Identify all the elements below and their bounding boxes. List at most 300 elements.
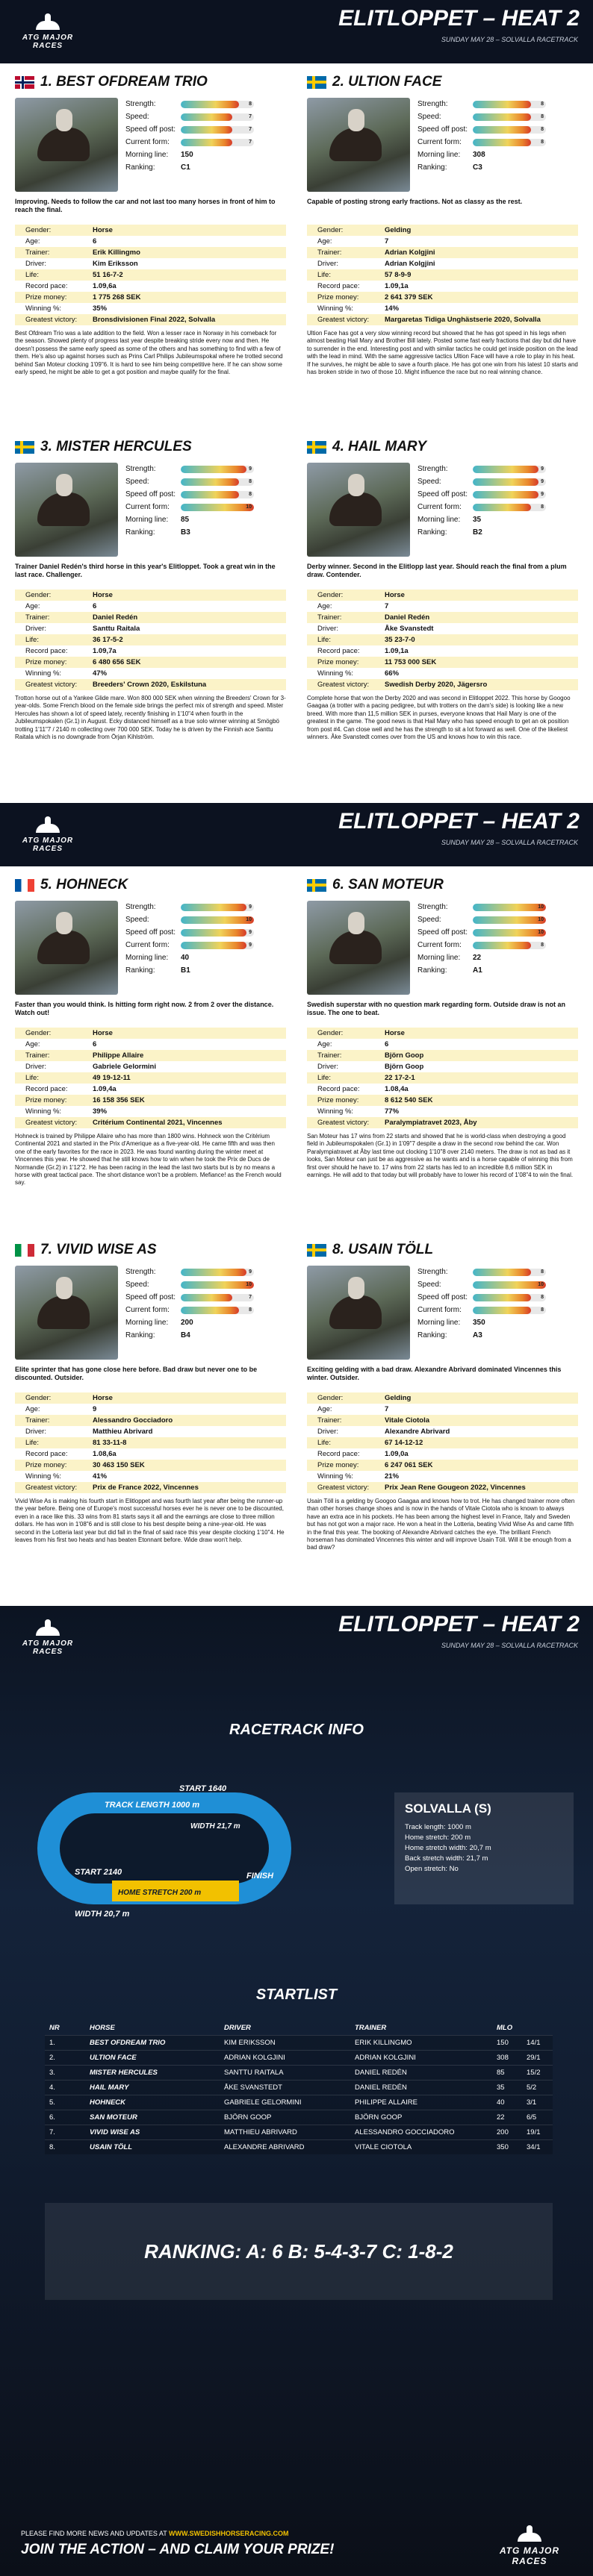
info-row xyxy=(15,623,286,634)
stat-row xyxy=(417,951,578,964)
home-stretch-length: Home stretch: 200 m xyxy=(405,1833,471,1842)
stat-row xyxy=(417,939,578,951)
info-value: Gelding xyxy=(385,226,412,234)
info-row xyxy=(15,1392,286,1404)
atg-logo: ATG MAJOR RACES xyxy=(10,1619,85,1656)
stat-row xyxy=(125,939,286,951)
page-title: ELITLOPPET – HEAT 2 xyxy=(338,1612,580,1636)
stat-bar-strength xyxy=(473,466,546,473)
stat-value: 8 xyxy=(541,1294,544,1300)
stat-row xyxy=(125,913,286,926)
stat-bar-fill xyxy=(181,1281,254,1289)
horse-photo xyxy=(15,901,118,995)
startlist-cell: BEST OFDREAM TRIO xyxy=(90,2039,166,2047)
info-row xyxy=(15,1415,286,1426)
horse-summary: Improving. Needs to follow the car and not last too many horses in front of him to reach the final. xyxy=(15,198,276,213)
stat-value: 8 xyxy=(541,139,544,145)
stat-label: Morning line: xyxy=(417,516,461,524)
track-length: Track length: 1000 m xyxy=(405,1823,471,1831)
info-row xyxy=(15,679,286,690)
stat-row xyxy=(417,964,578,977)
horse-photo xyxy=(15,463,118,557)
stat-label: Current form: xyxy=(417,941,462,949)
stat-bar-fill xyxy=(473,101,531,108)
info-label: Gender: xyxy=(317,1394,344,1402)
startlist-row xyxy=(45,2065,553,2080)
info-row xyxy=(307,1084,578,1095)
info-value: 11 753 000 SEK xyxy=(385,658,437,666)
atg-logo: ATG MAJOR RACES xyxy=(10,13,85,50)
startlist-cell: HAIL MARY xyxy=(90,2083,129,2092)
info-row xyxy=(307,269,578,281)
info-label: Life: xyxy=(317,636,331,644)
startlist-cell: GABRIELE GELORMINI xyxy=(224,2098,302,2107)
stat-value: 8 xyxy=(249,491,252,497)
stat-row xyxy=(417,161,578,174)
horse-card-header xyxy=(307,1239,578,1261)
stat-label: Speed: xyxy=(417,478,441,486)
info-label: Record pace: xyxy=(317,1450,360,1458)
info-row xyxy=(307,292,578,303)
info-row xyxy=(307,258,578,269)
home-stretch-width: Home stretch width: 20,7 m xyxy=(405,1844,491,1852)
info-row xyxy=(307,1028,578,1039)
stat-value: 8 xyxy=(541,1307,544,1313)
stat-value: 8 xyxy=(249,478,252,484)
info-value: 7 xyxy=(385,602,389,610)
info-row xyxy=(15,657,286,668)
racetrack-section xyxy=(0,1606,593,2576)
info-row xyxy=(307,1460,578,1471)
horse-summary: Swedish superstar with no question mark regarding form. Outside draw is not an issue. The one to beat. xyxy=(307,1001,566,1016)
startlist-cell: 14/1 xyxy=(527,2039,541,2047)
map-label-start1640: START 1640 xyxy=(179,1784,227,1793)
horse-photo xyxy=(307,1266,410,1360)
info-value: Vitale Ciotola xyxy=(385,1416,430,1425)
info-value: 57 8-9-9 xyxy=(385,271,412,279)
stat-bar-speed-off-post xyxy=(473,1294,546,1301)
stat-row xyxy=(125,1329,286,1342)
map-label-track-length: TRACK LENGTH 1000 m xyxy=(105,1801,200,1810)
racetrack-heading: RACETRACK INFO xyxy=(229,1722,364,1738)
info-value: Daniel Redén xyxy=(385,613,430,622)
track-info-box xyxy=(394,1792,574,1904)
back-stretch-width: Back stretch width: 21,7 m xyxy=(405,1854,488,1863)
horse-top xyxy=(15,901,286,996)
stat-value: 9 xyxy=(249,942,252,948)
startlist-row xyxy=(45,2110,553,2125)
info-value: 1.09,0a xyxy=(385,1450,409,1458)
info-label: Life: xyxy=(317,271,331,279)
startlist-cell: ADRIAN KOLGJINI xyxy=(355,2054,416,2062)
stat-label: Morning line: xyxy=(125,1319,169,1327)
stat-bar-current-form xyxy=(473,504,546,511)
page-subtitle: SUNDAY MAY 28 – SOLVALLA RACETRACK xyxy=(441,1642,578,1649)
info-row xyxy=(15,236,286,247)
stat-bar-fill xyxy=(181,929,246,937)
ranking-text: RANKING: A: 6 B: 5-4-3-7 C: 1-8-2 xyxy=(144,2239,453,2263)
stat-label: Ranking: xyxy=(417,1331,447,1339)
info-label: Prize money: xyxy=(317,1096,359,1104)
startlist-row xyxy=(45,2050,553,2065)
stat-bar-speed xyxy=(181,1281,254,1289)
info-row xyxy=(307,679,578,690)
startlist-cell: 35 xyxy=(497,2083,505,2092)
stat-bar-speed xyxy=(473,1281,546,1289)
horse-stats xyxy=(410,98,578,193)
morning-line-value: 40 xyxy=(181,954,190,962)
info-value: 41% xyxy=(93,1472,108,1481)
startlist-cell: VITALE CIOTOLA xyxy=(355,2143,412,2151)
startlist-cell: 4. xyxy=(49,2083,55,2092)
stat-bar-fill xyxy=(181,126,232,134)
stat-bar-fill xyxy=(473,478,538,486)
stat-row xyxy=(417,110,578,123)
startlist-col-header: NR xyxy=(49,2023,60,2032)
ranking-value: B1 xyxy=(181,966,190,975)
horse-stats xyxy=(118,463,286,558)
crest-icon xyxy=(33,13,63,31)
horse-info-table xyxy=(307,225,578,325)
info-label: Winning %: xyxy=(317,304,354,313)
info-label: Life: xyxy=(25,1074,39,1082)
startlist-cell: 1. xyxy=(49,2039,55,2047)
flag-icon xyxy=(307,441,326,454)
startlist-cell: 29/1 xyxy=(527,2054,541,2062)
stat-row xyxy=(417,526,578,539)
horse-card xyxy=(307,874,578,1228)
page-title: ELITLOPPET – HEAT 2 xyxy=(338,6,580,31)
stat-value: 8 xyxy=(249,101,252,107)
info-value: 2 641 379 SEK xyxy=(385,293,433,301)
info-row xyxy=(15,258,286,269)
morning-line-value: 35 xyxy=(473,516,482,524)
stat-row xyxy=(417,463,578,475)
info-row xyxy=(15,1437,286,1448)
startlist-row xyxy=(45,2125,553,2139)
info-value: Alessandro Gocciadoro xyxy=(93,1416,173,1425)
info-value: 35 23-7-0 xyxy=(385,636,415,644)
stat-bar-fill xyxy=(181,101,239,108)
startlist-cell: ALESSANDRO GOCCIADORO xyxy=(355,2128,455,2136)
info-value: 39% xyxy=(93,1107,108,1116)
startlist-cell: 5. xyxy=(49,2098,55,2107)
startlist-col-header: HORSE xyxy=(90,2023,115,2032)
stat-row xyxy=(417,1304,578,1316)
startlist-cell: 3/1 xyxy=(527,2098,537,2107)
info-row xyxy=(307,303,578,314)
horse-name: 8. USAIN TÖLL xyxy=(332,1242,434,1257)
stat-row xyxy=(125,926,286,939)
page-title: ELITLOPPET – HEAT 2 xyxy=(338,809,580,834)
info-label: Age: xyxy=(25,237,40,246)
info-value: 1.09,7a xyxy=(93,647,117,655)
horse-card xyxy=(15,1239,286,1593)
horse-card-header xyxy=(307,71,578,93)
info-row xyxy=(307,225,578,236)
info-label: Age: xyxy=(317,602,332,610)
info-value: 1 775 268 SEK xyxy=(93,293,141,301)
stat-row xyxy=(417,136,578,149)
info-value: 49 19-12-11 xyxy=(93,1074,131,1082)
stat-bar-fill xyxy=(181,1294,232,1301)
stat-label: Morning line: xyxy=(417,1319,461,1327)
info-row xyxy=(307,1437,578,1448)
info-label: Driver: xyxy=(317,1428,338,1436)
info-label: Life: xyxy=(317,1439,331,1447)
startlist-col-header: DRIVER xyxy=(224,2023,251,2032)
startlist-row xyxy=(45,2095,553,2110)
stat-label: Speed off post: xyxy=(417,1293,468,1301)
stat-bar-strength xyxy=(473,1269,546,1276)
info-label: Prize money: xyxy=(25,658,67,666)
flag-icon xyxy=(15,76,34,89)
info-label: Age: xyxy=(25,1040,40,1048)
stat-value: 9 xyxy=(249,904,252,910)
info-label: Winning %: xyxy=(25,1107,62,1116)
stat-row xyxy=(125,951,286,964)
startlist-cell: 308 xyxy=(497,2054,509,2062)
info-value: 35% xyxy=(93,304,108,313)
section-horses-5-8 xyxy=(0,866,593,1606)
info-value: Björn Goop xyxy=(385,1063,424,1071)
info-label: Driver: xyxy=(25,625,46,633)
info-row xyxy=(15,1095,286,1106)
info-label: Life: xyxy=(25,636,39,644)
horse-photo xyxy=(307,463,410,557)
stat-label: Morning line: xyxy=(125,954,169,962)
info-row xyxy=(307,1482,578,1493)
horse-info-table xyxy=(15,225,286,325)
horse-summary: Trainer Daniel Redén's third horse in this year's Elitloppet. Took a great win in the last race. Challenger. xyxy=(15,563,276,578)
stat-label: Speed off post: xyxy=(417,928,468,937)
startlist-cell: MISTER HERCULES xyxy=(90,2069,158,2077)
horse-summary: Derby winner. Second in the Elitlopp last year. Should reach the final from a plum draw. Contender. xyxy=(307,563,567,578)
info-row xyxy=(15,1039,286,1050)
stat-row xyxy=(125,475,286,488)
flag-icon xyxy=(307,1244,326,1257)
info-row xyxy=(15,247,286,258)
horse-card xyxy=(307,1239,578,1593)
horse-card-header xyxy=(15,1239,286,1261)
stat-row xyxy=(125,149,286,161)
startlist-cell: ULTION FACE xyxy=(90,2054,137,2062)
info-label: Record pace: xyxy=(25,282,68,290)
info-label: Prize money: xyxy=(25,293,67,301)
stat-bar-speed xyxy=(473,478,546,486)
stat-label: Current form: xyxy=(125,941,170,949)
info-row xyxy=(15,1117,286,1128)
info-label: Prize money: xyxy=(25,1461,67,1469)
crest-icon xyxy=(33,1619,63,1637)
info-label: Driver: xyxy=(317,625,338,633)
horse-summary: Exciting gelding with a bad draw. Alexandre Abrivard dominated Vincennes this winter. Outsider. xyxy=(307,1366,562,1381)
horse-card-header xyxy=(307,436,578,458)
stat-row xyxy=(125,964,286,977)
info-row xyxy=(307,657,578,668)
info-value: 16 158 356 SEK xyxy=(93,1096,145,1104)
stat-row xyxy=(417,926,578,939)
stat-row xyxy=(417,913,578,926)
info-value: Swedish Derby 2020, Jägersro xyxy=(385,681,488,689)
info-row xyxy=(307,1050,578,1061)
info-row xyxy=(15,590,286,601)
info-value: Margaretas Tidiga Unghästserie 2020, Solvalla xyxy=(385,316,541,324)
info-label: Record pace: xyxy=(25,1085,68,1093)
startlist-cell: DANIEL REDÉN xyxy=(355,2069,407,2077)
info-value: 30 463 150 SEK xyxy=(93,1461,145,1469)
info-value: Björn Goop xyxy=(385,1051,424,1060)
info-value: 1.08,4a xyxy=(385,1085,409,1093)
stat-value: 8 xyxy=(249,1307,252,1313)
info-value: Horse xyxy=(93,1394,113,1402)
startlist-cell: 34/1 xyxy=(527,2143,541,2151)
horse-photo xyxy=(307,901,410,995)
info-value: Santtu Raitala xyxy=(93,625,140,633)
flag-icon xyxy=(307,76,326,89)
stat-bar-strength xyxy=(181,101,254,108)
footer-cta: JOIN THE ACTION – AND CLAIM YOUR PRIZE! xyxy=(21,2542,335,2557)
stat-label: Ranking: xyxy=(417,163,447,172)
info-row xyxy=(15,1106,286,1117)
info-row xyxy=(307,668,578,679)
info-row xyxy=(15,303,286,314)
page-subtitle: SUNDAY MAY 28 – SOLVALLA RACETRACK xyxy=(441,839,578,846)
info-value: 1.08,6a xyxy=(93,1450,117,1458)
stat-bar-current-form xyxy=(473,1307,546,1314)
startlist-cell: HOHNECK xyxy=(90,2098,126,2107)
horse-card-header xyxy=(15,71,286,93)
stat-row xyxy=(417,1316,578,1329)
horse-stats xyxy=(118,98,286,193)
info-value: 47% xyxy=(93,669,108,678)
horse-stats xyxy=(410,463,578,558)
info-label: Record pace: xyxy=(25,1450,68,1458)
info-value: 67 14-12-12 xyxy=(385,1439,423,1447)
horse-info-table xyxy=(307,590,578,690)
info-value: 36 17-5-2 xyxy=(93,636,123,644)
info-label: Winning %: xyxy=(25,304,62,313)
stat-row xyxy=(125,501,286,513)
info-value: Breeders' Crown 2020, Eskilstuna xyxy=(93,681,207,689)
stat-row xyxy=(125,98,286,110)
info-label: Driver: xyxy=(317,1063,338,1071)
startlist-cell: 200 xyxy=(497,2128,509,2136)
track-map xyxy=(30,1778,299,1919)
info-row xyxy=(307,314,578,325)
stat-value: 9 xyxy=(249,929,252,935)
footer-link[interactable]: WWW.SWEDISHHORSERACING.COM xyxy=(169,2530,289,2537)
ranking-value: A1 xyxy=(473,966,482,975)
stat-label: Current form: xyxy=(417,503,462,511)
info-label: Winning %: xyxy=(25,1472,62,1481)
atg-logo: ATG MAJOR RACES xyxy=(488,2525,571,2566)
flag-icon xyxy=(15,1244,34,1257)
horse-top xyxy=(15,1266,286,1361)
stat-bar-speed-off-post xyxy=(181,126,254,134)
info-value: Paralympiatravet 2023, Åby xyxy=(385,1119,477,1127)
startlist-cell: 350 xyxy=(497,2143,509,2151)
info-row xyxy=(307,1448,578,1460)
stat-label: Strength: xyxy=(125,903,156,911)
horse-card xyxy=(15,436,286,790)
stat-label: Strength: xyxy=(125,100,156,108)
page-header xyxy=(0,1606,593,1669)
startlist-cell: 8. xyxy=(49,2143,55,2151)
info-label: Record pace: xyxy=(317,647,360,655)
stat-bar-fill xyxy=(473,942,531,949)
info-row xyxy=(307,1471,578,1482)
stat-label: Ranking: xyxy=(417,528,447,537)
info-label: Gender: xyxy=(25,591,52,599)
info-row xyxy=(15,314,286,325)
startlist-cell: 85 xyxy=(497,2069,505,2077)
stat-bar-fill xyxy=(181,904,246,911)
ranking-value: B4 xyxy=(181,1331,190,1339)
startlist-cell: ÅKE SVANSTEDT xyxy=(224,2083,282,2092)
stat-label: Ranking: xyxy=(125,966,155,975)
stat-label: Morning line: xyxy=(125,516,169,524)
horse-top xyxy=(15,463,286,558)
stat-label: Current form: xyxy=(125,503,170,511)
info-value: Horse xyxy=(93,1029,113,1037)
horse-name: 5. HOHNECK xyxy=(40,877,128,892)
stat-bar-speed-off-post xyxy=(181,491,254,498)
stat-value: 10 xyxy=(246,1281,252,1287)
info-label: Greatest victory: xyxy=(317,681,370,689)
info-value: Adrian Kolgjini xyxy=(385,248,435,257)
info-label: Greatest victory: xyxy=(317,1484,370,1492)
stat-bar-current-form xyxy=(473,942,546,949)
info-value: 1.09,1a xyxy=(385,647,409,655)
horse-description: Trotton horse out of a Yankee Glide mare. Won 800 000 SEK when winning the Breeders' Crown for 3-year-olds. Some French blood on the female side brings the perfect mix of strength and speed. Mister Hercules has shown a lot of speed lately, recently finishing in 1'10"4 when fourth in the Jubileumspokalen (Gr.1) in August. Ecky distanced himself as a true solo winner winning at Smögbö trotting 1'11"7 / 2140 m collecting over 700 000 SEK. Today he is driven by the Finnish ace Santtu Raitala which is no downgrade from Örjan Kihlström. xyxy=(15,695,286,741)
stat-row xyxy=(125,513,286,526)
stat-value: 8 xyxy=(541,126,544,132)
stat-bar-fill xyxy=(473,491,538,498)
info-row xyxy=(307,281,578,292)
stat-bar-fill xyxy=(473,1281,546,1289)
stat-row xyxy=(417,901,578,913)
horse-stats xyxy=(118,901,286,996)
startlist-cell: 2. xyxy=(49,2054,55,2062)
info-label: Gender: xyxy=(25,226,52,234)
info-label: Prize money: xyxy=(317,658,359,666)
info-row xyxy=(15,1061,286,1072)
info-value: Erik Killingmo xyxy=(93,248,140,257)
info-row xyxy=(307,601,578,612)
startlist-cell: USAIN TÖLL xyxy=(90,2143,132,2151)
info-label: Prize money: xyxy=(317,1461,359,1469)
stat-label: Strength: xyxy=(417,1268,448,1276)
stat-bar-current-form xyxy=(473,139,546,146)
startlist-cell: BJÖRN GOOP xyxy=(355,2113,403,2122)
stat-bar-speed xyxy=(473,113,546,121)
startlist-cell: ALEXANDRE ABRIVARD xyxy=(224,2143,305,2151)
info-label: Trainer: xyxy=(25,1416,50,1425)
stat-value: 9 xyxy=(249,466,252,472)
horse-stats xyxy=(410,901,578,996)
morning-line-value: 150 xyxy=(181,151,193,159)
stat-label: Speed off post: xyxy=(417,125,468,134)
stat-bar-fill xyxy=(473,1269,531,1276)
info-label: Trainer: xyxy=(317,1051,342,1060)
info-row xyxy=(15,645,286,657)
info-label: Age: xyxy=(317,237,332,246)
info-value: Åke Svanstedt xyxy=(385,625,434,633)
info-row xyxy=(15,1404,286,1415)
info-row xyxy=(15,668,286,679)
info-value: Adrian Kolgjini xyxy=(385,260,435,268)
